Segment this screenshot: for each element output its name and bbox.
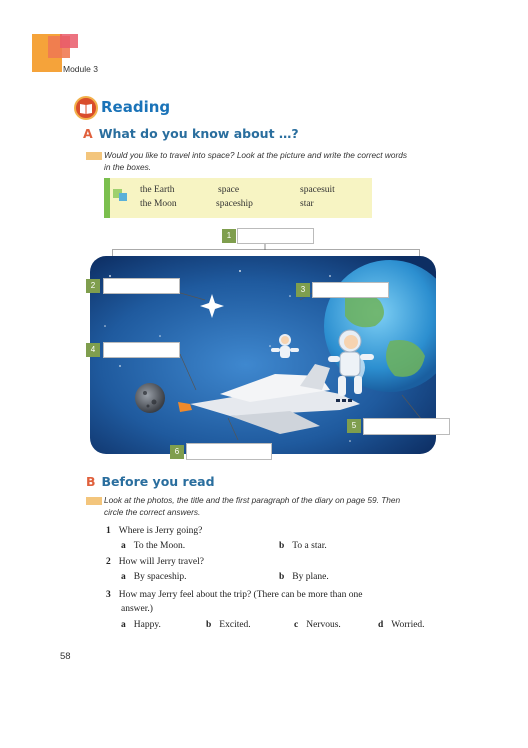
option-3c[interactable] <box>294 620 341 630</box>
option-letter: b <box>206 620 212 630</box>
question-text: How may Jerry feel about the trip? (There can be more than one <box>118 590 363 600</box>
page-number: 58 <box>60 651 71 662</box>
section-b-heading <box>86 474 215 489</box>
section-b-instruction-2: circle the correct answers. <box>104 507 201 517</box>
question-number: 1 <box>106 526 111 536</box>
section-a-letter: A <box>83 126 93 141</box>
option-letter: a <box>121 541 126 551</box>
option-letter: b <box>279 541 285 551</box>
question-3 <box>106 590 362 600</box>
box-number-1: 1 <box>222 229 236 243</box>
section-b-instruction-1: Look at the photos, the title and the first paragraph of the diary on page 59. Then <box>104 495 401 505</box>
option-letter: a <box>121 620 126 630</box>
option-letter: c <box>294 620 299 630</box>
option-letter: b <box>279 572 285 582</box>
answer-box-5[interactable] <box>363 418 450 435</box>
option-1b[interactable] <box>279 541 327 551</box>
answer-box-1[interactable] <box>237 228 314 244</box>
option-text: To a star. <box>292 541 327 551</box>
question-number: 2 <box>106 557 111 567</box>
option-1a[interactable] <box>121 541 185 551</box>
option-letter: d <box>378 620 384 630</box>
box-number-2: 2 <box>86 279 100 293</box>
option-2a[interactable] <box>121 572 187 582</box>
option-letter: a <box>121 572 126 582</box>
word-item: the Earth <box>140 185 175 195</box>
option-2b[interactable] <box>279 572 329 582</box>
option-3d[interactable] <box>378 620 425 630</box>
box-number-5: 5 <box>347 419 361 433</box>
option-text: By plane. <box>292 572 329 582</box>
answer-box-6[interactable] <box>186 443 272 460</box>
option-text: Excited. <box>219 620 251 630</box>
reading-title: Reading <box>101 98 171 116</box>
box-number-3: 3 <box>296 283 310 297</box>
word-item: spacesuit <box>300 185 335 195</box>
question-text: Where is Jerry going? <box>118 526 203 536</box>
option-3a[interactable] <box>121 620 161 630</box>
question-3-continued: answer.) <box>121 604 153 614</box>
question-1 <box>106 526 202 536</box>
answer-box-3[interactable] <box>312 282 389 298</box>
option-text: Happy. <box>133 620 161 630</box>
section-a-instruction-2: in the boxes. <box>104 162 152 172</box>
question-text: How will Jerry travel? <box>118 557 204 567</box>
answer-box-4[interactable] <box>103 342 180 358</box>
word-item: star <box>300 199 314 209</box>
section-a-title: What do you know about …? <box>98 126 299 141</box>
option-text: To the Moon. <box>133 541 186 551</box>
question-number: 3 <box>106 590 111 600</box>
word-item: spaceship <box>216 199 253 209</box>
option-text: Worried. <box>391 620 425 630</box>
option-3b[interactable] <box>206 620 251 630</box>
question-2 <box>106 557 204 567</box>
section-b-letter: B <box>86 474 96 489</box>
option-text: Nervous. <box>306 620 341 630</box>
instruction-tag <box>86 497 102 505</box>
word-item: space <box>218 185 240 195</box>
word-item: the Moon <box>140 199 177 209</box>
answer-box-2[interactable] <box>103 278 180 294</box>
module-label: Module 3 <box>63 64 98 74</box>
box-number-6: 6 <box>170 445 184 459</box>
option-text: By spaceship. <box>133 572 187 582</box>
section-b-title: Before you read <box>101 474 215 489</box>
box-number-4: 4 <box>86 343 100 357</box>
section-a-instruction-1: Would you like to travel into space? Look at the picture and write the correct words <box>104 150 407 160</box>
